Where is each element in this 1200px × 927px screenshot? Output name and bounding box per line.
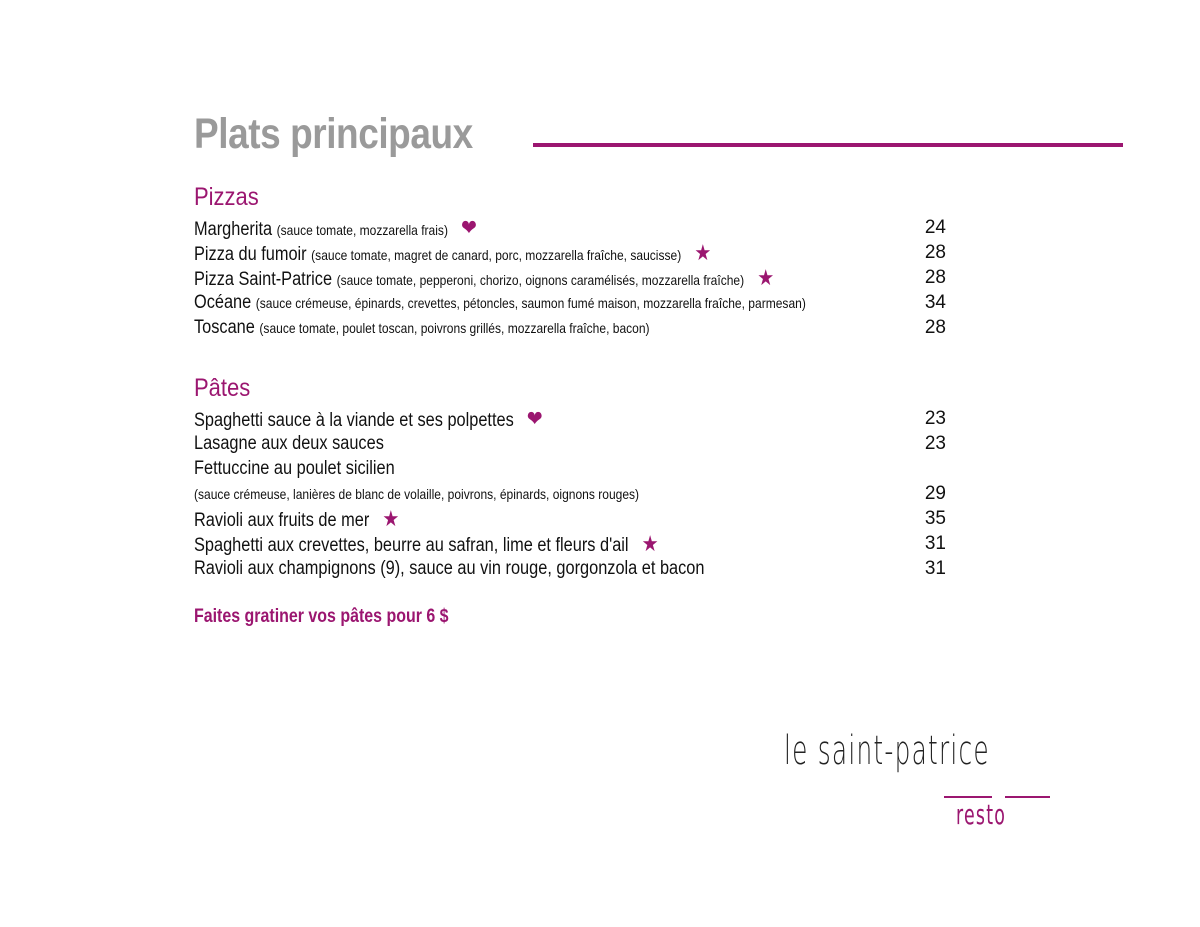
menu-item [194, 531, 946, 556]
item-name: Fettuccine au poulet sicilien [194, 458, 395, 479]
item-name: Margherita [194, 219, 273, 240]
item-name: Spaghetti aux crevettes, beurre au safran, lime et fleurs d'ail [194, 535, 629, 556]
menu-item [194, 290, 946, 315]
item-description: (sauce crémeuse, lanières de blanc de volaille, poivrons, épinards, oignons rouges) [194, 486, 640, 502]
item-price: 28 [924, 317, 946, 338]
star-icon: ★ [694, 240, 712, 265]
item-name: Toscane [194, 317, 255, 338]
item-description: (sauce tomate, poulet toscan, poivrons grillés, mozzarella fraîche, bacon) [259, 320, 650, 336]
heart-icon: ❤ [526, 406, 543, 431]
item-name: Pizza du fumoir [194, 244, 307, 265]
item-price: 31 [924, 533, 946, 554]
item-price: 24 [924, 217, 946, 238]
item-price: 34 [924, 292, 946, 313]
page-title: Plats principaux [194, 110, 473, 158]
menu-item-description-row [194, 481, 946, 506]
star-icon: ★ [757, 265, 775, 290]
menu-item [194, 506, 946, 531]
item-name: Océane [194, 292, 252, 313]
logo-subtitle: resto [956, 798, 1007, 831]
item-price: 31 [924, 558, 946, 579]
item-price: 28 [924, 242, 946, 263]
item-description: (sauce tomate, mozzarella frais) [276, 222, 448, 238]
menu-item [194, 556, 946, 581]
menu-item [194, 431, 946, 456]
star-icon: ★ [641, 531, 659, 556]
item-price: 23 [924, 408, 946, 429]
item-price: 28 [924, 267, 946, 288]
item-name: Pizza Saint-Patrice [194, 269, 333, 290]
item-name: Ravioli aux fruits de mer [194, 510, 370, 531]
item-name: Spaghetti sauce à la viande et ses polpettes [194, 410, 514, 431]
title-divider [533, 143, 1123, 147]
menu-item [194, 265, 946, 290]
menu-item [194, 315, 946, 340]
item-price: 29 [924, 483, 946, 504]
menu-item [194, 215, 946, 240]
gratin-note: Faites gratiner vos pâtes pour 6 $ [194, 606, 449, 627]
restaurant-logo [784, 728, 1064, 838]
logo-name: le saint-patrice [784, 728, 990, 774]
item-description: (sauce tomate, magret de canard, porc, mozzarella fraîche, saucisse) [311, 247, 682, 263]
menu-item [194, 240, 946, 265]
item-name: Lasagne aux deux sauces [194, 433, 384, 454]
item-description: (sauce tomate, pepperoni, chorizo, oignons caramélisés, mozzarella fraîche) [336, 272, 745, 288]
heart-icon: ❤ [461, 215, 477, 240]
logo-rule [1005, 796, 1050, 798]
item-description: (sauce crémeuse, épinards, crevettes, pétoncles, saumon fumé maison, mozzarella fraîche, parmesan) [255, 295, 806, 311]
item-price: 35 [924, 508, 946, 529]
star-icon: ★ [382, 506, 400, 531]
item-price: 23 [924, 433, 946, 454]
menu-item [194, 406, 946, 431]
menu-item [194, 456, 946, 481]
section-heading-pates: Pâtes [194, 374, 251, 402]
item-name: Ravioli aux champignons (9), sauce au vin rouge, gorgonzola et bacon [194, 558, 705, 579]
section-heading-pizzas: Pizzas [194, 183, 259, 211]
